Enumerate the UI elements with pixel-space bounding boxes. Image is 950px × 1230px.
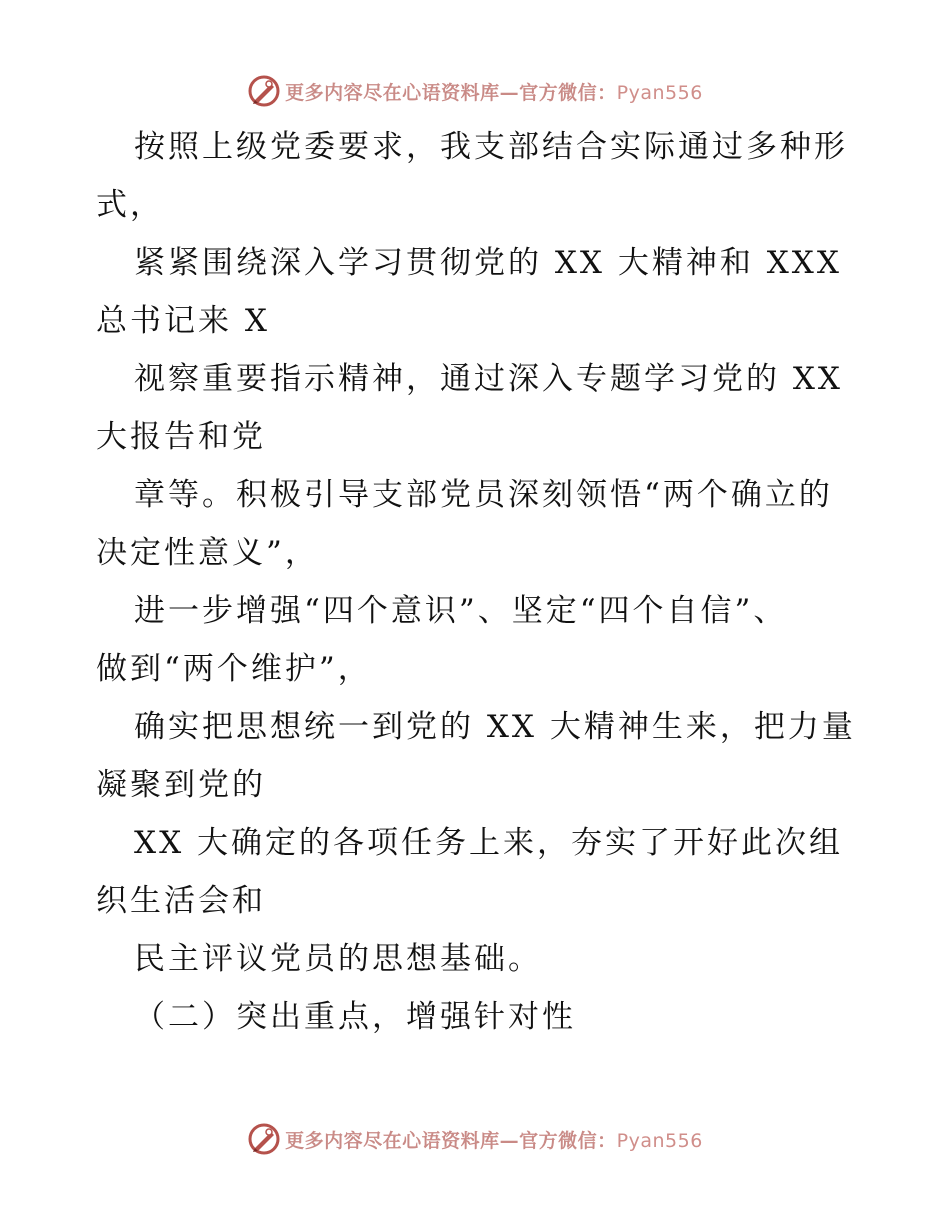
body-line: 民主评议党员的思想基础。 — [134, 941, 542, 977]
watermark-text: 更多内容尽在心语资料库—官方微信：Pyan556 — [285, 81, 703, 104]
wechat-id: Pyan556 — [616, 81, 703, 104]
wechat-id: Pyan556 — [616, 1129, 703, 1152]
body-line: 按照上级党委要求，我支部结合实际通过多种形 — [134, 129, 848, 165]
body-line: 式， — [96, 187, 164, 223]
body-line: 凝聚到党的 — [96, 767, 266, 803]
section-heading: （二）突出重点，增强针对性 — [134, 999, 576, 1035]
body-line: 章等。积极引导支部党员深刻领悟“两个确立的 — [134, 477, 833, 513]
body-line: 总书记来 X — [96, 303, 270, 339]
document-body — [96, 118, 856, 1046]
body-line: 确实把思想统一到党的 XX 大精神生来，把力量 — [134, 709, 856, 745]
footer-watermark — [0, 1119, 950, 1159]
body-line: 做到“两个维护”， — [96, 651, 372, 687]
body-line: 织生活会和 — [96, 883, 266, 919]
body-line: 紧紧围绕深入学习贯彻党的 XX 大精神和 XXX — [134, 245, 842, 281]
body-line: 进一步增强“四个意识”、坚定“四个自信”、 — [134, 593, 788, 629]
body-line: 视察重要指示精神，通过深入专题学习党的 XX — [134, 361, 843, 397]
watermark-text: 更多内容尽在心语资料库—官方微信：Pyan556 — [285, 1129, 703, 1152]
body-line: XX 大确定的各项任务上来，夯实了开好此次组 — [134, 825, 843, 861]
header-watermark — [0, 71, 950, 111]
body-line: 大报告和党 — [96, 419, 266, 455]
pen-emblem-icon — [247, 74, 281, 108]
body-line: 决定性意义”， — [96, 535, 319, 571]
pen-emblem-icon — [247, 1122, 281, 1156]
